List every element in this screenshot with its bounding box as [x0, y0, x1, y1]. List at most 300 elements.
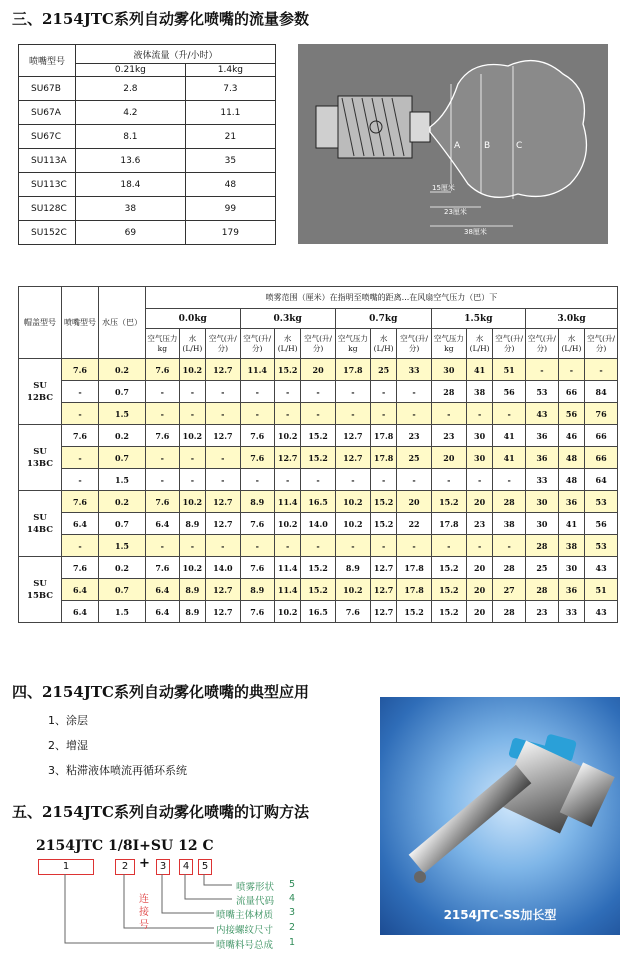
legend-item: 喷嘴料号总成 [216, 940, 274, 951]
spray-value-cell: - [146, 403, 180, 425]
spray-value-cell: 20 [466, 579, 492, 601]
spray-value-cell: 10.2 [274, 601, 300, 623]
water-pressure-cell: 0.2 [99, 359, 146, 381]
spray-value-cell: 15.2 [431, 579, 466, 601]
spray-row [19, 447, 618, 469]
spray-value-cell: - [397, 381, 431, 403]
spray-value-cell: 38 [466, 381, 492, 403]
spray-value-cell: 8.9 [240, 579, 274, 601]
spray-value-cell: - [146, 447, 180, 469]
spray-value-cell: 10.2 [335, 491, 370, 513]
legend-item: 内接螺纹尺寸 [216, 925, 274, 936]
spray-value-cell: 7.6 [146, 425, 180, 447]
flow-model-cell: SU67C [19, 125, 76, 149]
flow-value-cell: 11.1 [185, 101, 275, 125]
flow-col-flow: 液体流量（升/小时） [76, 45, 276, 64]
spray-row [19, 359, 618, 381]
spray-value-cell: 20 [466, 491, 492, 513]
spray-value-cell: - [274, 535, 300, 557]
water-pressure-cell: 0.2 [99, 557, 146, 579]
flow-value-cell: 35 [185, 149, 275, 173]
spray-value-cell: - [240, 381, 274, 403]
spray-value-cell: 30 [466, 447, 492, 469]
spray-col-pressure: 水压（巴） [99, 287, 146, 359]
spray-value-cell: 30 [558, 557, 584, 579]
spray-value-cell: 20 [431, 447, 466, 469]
spray-value-cell: 17.8 [397, 557, 431, 579]
flow-row [19, 149, 276, 173]
spray-value-cell: 51 [585, 579, 618, 601]
spray-value-cell: 12.7 [206, 491, 240, 513]
spray-value-cell: 15.2 [397, 601, 431, 623]
spray-value-cell: 15.2 [431, 557, 466, 579]
code-plus: + [139, 856, 150, 871]
spray-value-cell: 56 [493, 381, 526, 403]
flow-pressure-b: 1.4kg [185, 64, 275, 77]
spray-value-cell: 36 [558, 491, 584, 513]
flow-model-cell: SU113C [19, 173, 76, 197]
sub-column-header: 空气(升/分) [240, 329, 274, 359]
spray-value-cell: 10.2 [179, 425, 205, 447]
spray-span-header: 喷雾范围（厘米）在指明至喷嘴的距离...在风扇空气压力（巴）下 [146, 287, 618, 309]
spray-value-cell: - [146, 381, 180, 403]
flow-value-cell: 2.8 [76, 77, 186, 101]
spray-table [18, 286, 618, 623]
spray-value-cell: 12.7 [206, 359, 240, 381]
spray-value-cell: 10.2 [335, 513, 370, 535]
spray-value-cell: 28 [526, 579, 559, 601]
spray-value-cell: - [370, 535, 396, 557]
spray-value-cell: - [206, 447, 240, 469]
sub-column-header: 空气压力kg [431, 329, 466, 359]
sub-column-header: 水(L/H) [370, 329, 396, 359]
nozzle-tip-shape [410, 112, 430, 142]
spray-value-cell: 36 [558, 579, 584, 601]
spray-value-cell: - [240, 535, 274, 557]
spray-value-cell: 30 [526, 491, 559, 513]
legend-num: 3 [289, 907, 296, 918]
legend-item: 喷嘴主体材质 [216, 910, 274, 921]
spray-value-cell: 76 [585, 403, 618, 425]
spray-value-cell: 16.5 [301, 491, 335, 513]
spray-value-cell: 23 [397, 425, 431, 447]
spray-value-cell: 15.2 [301, 557, 335, 579]
order-code: 2154JTC 1/8I+SU 12 C [36, 838, 214, 854]
spray-value-cell: 8.9 [335, 557, 370, 579]
sub-column-header: 水(L/H) [466, 329, 492, 359]
spray-value-cell: 7.6 [146, 359, 180, 381]
spray-value-cell: 20 [466, 557, 492, 579]
sub-column-header: 空气(升/分) [493, 329, 526, 359]
spray-value-cell: 25 [526, 557, 559, 579]
spray-value-cell: - [179, 381, 205, 403]
spray-value-cell: 66 [585, 425, 618, 447]
spray-value-cell: - [431, 535, 466, 557]
product-photo [380, 697, 620, 935]
flow-pressure-a: 0.21kg [76, 64, 186, 77]
connector-label: 连接号 [139, 894, 149, 931]
spray-value-cell: 33 [397, 359, 431, 381]
water-pressure-cell: 0.7 [99, 447, 146, 469]
pressure-group-header: 0.7kg [335, 309, 431, 329]
legend-num: 4 [289, 893, 296, 904]
cap-model-cell: SU 14BC [19, 491, 62, 557]
spray-value-cell: 36 [526, 425, 559, 447]
nozzle-cell: - [62, 469, 99, 491]
spray-value-cell: - [274, 381, 300, 403]
spray-row [19, 491, 618, 513]
spray-value-cell: - [240, 403, 274, 425]
flow-row [19, 125, 276, 149]
spray-value-cell: 51 [493, 359, 526, 381]
spray-value-cell: 43 [585, 557, 618, 579]
spray-value-cell: 53 [585, 535, 618, 557]
flow-row [19, 101, 276, 125]
spray-value-cell: 7.6 [146, 491, 180, 513]
legend-num: 2 [289, 922, 296, 933]
spray-value-cell: - [301, 403, 335, 425]
flow-value-cell: 69 [76, 221, 186, 245]
spray-value-cell: - [335, 469, 370, 491]
spray-value-cell: 41 [558, 513, 584, 535]
spray-value-cell: 28 [526, 535, 559, 557]
spray-row [19, 403, 618, 425]
spray-value-cell: 15.2 [301, 447, 335, 469]
section3-title: 三、2154JTC系列自动雾化喷嘴的流量参数 [12, 10, 309, 28]
spray-value-cell: 15.2 [274, 359, 300, 381]
spray-value-cell: 11.4 [274, 557, 300, 579]
photo-caption: 2154JTC-SS加长型 [443, 908, 557, 922]
spray-value-cell: 7.6 [240, 425, 274, 447]
spray-value-cell: - [274, 469, 300, 491]
flow-value-cell: 179 [185, 221, 275, 245]
label-a: A [454, 141, 461, 151]
flow-value-cell: 4.2 [76, 101, 186, 125]
spray-value-cell: 6.4 [146, 513, 180, 535]
sub-column-header: 空气(升/分) [585, 329, 618, 359]
spray-row [19, 579, 618, 601]
spray-value-cell: 17.8 [397, 579, 431, 601]
pressure-group-header: 0.3kg [240, 309, 335, 329]
label-23cm: 23厘米 [444, 208, 467, 216]
spray-value-cell: 56 [585, 513, 618, 535]
spray-row [19, 425, 618, 447]
sub-column-header: 空气(升/分) [301, 329, 335, 359]
spray-value-cell: 25 [397, 447, 431, 469]
spray-value-cell: 28 [493, 601, 526, 623]
spray-value-cell: 12.7 [370, 601, 396, 623]
legend-item: 喷雾形状 [236, 882, 275, 893]
spray-value-cell: - [146, 469, 180, 491]
spray-value-cell: - [179, 469, 205, 491]
spray-value-cell: 17.8 [370, 447, 396, 469]
spray-value-cell: - [146, 535, 180, 557]
application-item: 3、粘滞液体喷流再循环系统 [48, 764, 187, 777]
water-pressure-cell: 0.7 [99, 579, 146, 601]
spray-value-cell: - [493, 535, 526, 557]
spray-value-cell: 43 [585, 601, 618, 623]
spray-value-cell: 66 [558, 381, 584, 403]
spray-value-cell: - [397, 403, 431, 425]
label-15cm: 15厘米 [432, 184, 455, 192]
code-box-5: 5 [198, 859, 212, 875]
spray-value-cell: 41 [493, 447, 526, 469]
spray-value-cell: - [206, 403, 240, 425]
nozzle-cell: 7.6 [62, 425, 99, 447]
water-pressure-cell: 1.5 [99, 601, 146, 623]
spray-value-cell: 12.7 [206, 425, 240, 447]
spray-value-cell: 6.4 [146, 601, 180, 623]
spray-value-cell: 22 [397, 513, 431, 535]
spray-value-cell: 33 [558, 601, 584, 623]
pressure-group-header: 1.5kg [431, 309, 525, 329]
pressure-group-header: 3.0kg [526, 309, 618, 329]
flow-model-cell: SU67A [19, 101, 76, 125]
cap-model-cell: SU 13BC [19, 425, 62, 491]
spray-value-cell: - [493, 403, 526, 425]
section4-title: 四、2154JTC系列自动雾化喷嘴的典型应用 [12, 683, 309, 701]
section5-title: 五、2154JTC系列自动雾化喷嘴的订购方法 [12, 803, 309, 821]
legend-item: 流量代码 [236, 896, 275, 907]
application-item: 2、增湿 [48, 739, 88, 752]
spray-value-cell: 36 [526, 447, 559, 469]
spray-value-cell: - [274, 403, 300, 425]
spray-value-cell: 38 [493, 513, 526, 535]
spray-value-cell: 84 [585, 381, 618, 403]
spray-value-cell: 30 [526, 513, 559, 535]
spray-outline [430, 61, 586, 198]
spray-value-cell: 7.6 [240, 557, 274, 579]
spray-value-cell: - [397, 469, 431, 491]
sub-column-header: 空气压力kg [335, 329, 370, 359]
spray-row [19, 557, 618, 579]
spray-value-cell: 12.7 [206, 579, 240, 601]
spray-value-cell: 7.6 [146, 557, 180, 579]
spray-value-cell: 11.4 [274, 491, 300, 513]
spray-value-cell: - [370, 469, 396, 491]
spray-value-cell: 12.7 [335, 425, 370, 447]
spray-row [19, 513, 618, 535]
spray-value-cell: - [466, 535, 492, 557]
spray-value-cell: 8.9 [179, 601, 205, 623]
spray-value-cell: 53 [526, 381, 559, 403]
spray-value-cell: 56 [558, 403, 584, 425]
code-box-2: 2 [115, 859, 135, 875]
spray-value-cell: - [179, 535, 205, 557]
spray-value-cell: - [179, 447, 205, 469]
spray-value-cell: 53 [585, 491, 618, 513]
water-pressure-cell: 0.7 [99, 381, 146, 403]
spray-value-cell: 64 [585, 469, 618, 491]
spray-value-cell: 12.7 [274, 447, 300, 469]
spray-value-cell: 48 [558, 447, 584, 469]
spray-value-cell: 23 [466, 513, 492, 535]
sub-column-header: 空气(升/分) [397, 329, 431, 359]
sub-column-header: 水(L/H) [558, 329, 584, 359]
cap-model-cell: SU 15BC [19, 557, 62, 623]
label-b: B [484, 141, 491, 151]
nozzle-cell: 6.4 [62, 513, 99, 535]
nozzle-cell: - [62, 447, 99, 469]
spray-value-cell: 15.2 [370, 491, 396, 513]
spray-value-cell: 10.2 [179, 359, 205, 381]
spray-value-cell: 11.4 [240, 359, 274, 381]
nozzle-cell: - [62, 381, 99, 403]
water-pressure-cell: 1.5 [99, 403, 146, 425]
pressure-group-header: 0.0kg [146, 309, 241, 329]
flow-model-cell: SU67B [19, 77, 76, 101]
spray-value-cell: 48 [558, 469, 584, 491]
spray-value-cell: 8.9 [179, 513, 205, 535]
spray-value-cell: 7.6 [240, 513, 274, 535]
legend-num: 5 [289, 879, 296, 890]
flow-row [19, 173, 276, 197]
spray-value-cell: 20 [397, 491, 431, 513]
nozzle-cell: - [62, 403, 99, 425]
water-pressure-cell: 0.2 [99, 491, 146, 513]
sub-column-header: 空气(升/分) [206, 329, 240, 359]
nozzle-cell: 6.4 [62, 601, 99, 623]
spray-value-cell: - [301, 381, 335, 403]
spray-value-cell: 23 [431, 425, 466, 447]
water-pressure-cell: 0.2 [99, 425, 146, 447]
spray-row [19, 469, 618, 491]
flow-value-cell: 7.3 [185, 77, 275, 101]
spray-value-cell: - [370, 403, 396, 425]
spray-value-cell: 12.7 [370, 557, 396, 579]
spray-row [19, 601, 618, 623]
spray-value-cell: - [558, 359, 584, 381]
spray-value-cell: 8.9 [240, 491, 274, 513]
flow-row [19, 197, 276, 221]
flow-row [19, 221, 276, 245]
spray-value-cell: 10.2 [274, 425, 300, 447]
flow-value-cell: 21 [185, 125, 275, 149]
label-c: C [516, 141, 523, 151]
sub-column-header: 空气压力kg [146, 329, 180, 359]
flow-value-cell: 38 [76, 197, 186, 221]
code-box-4: 4 [179, 859, 193, 875]
spray-value-cell: 7.6 [240, 601, 274, 623]
spray-value-cell: - [431, 469, 466, 491]
spray-value-cell: - [206, 469, 240, 491]
spray-value-cell: - [397, 535, 431, 557]
spray-value-cell: 25 [370, 359, 396, 381]
flow-model-cell: SU128C [19, 197, 76, 221]
spray-value-cell: 16.5 [301, 601, 335, 623]
spray-value-cell: 15.2 [301, 579, 335, 601]
spray-value-cell: 46 [558, 425, 584, 447]
sub-column-header: 水(L/H) [274, 329, 300, 359]
spray-value-cell: - [466, 403, 492, 425]
spray-value-cell: - [179, 403, 205, 425]
flow-value-cell: 13.6 [76, 149, 186, 173]
spray-diagram-svg [298, 44, 608, 244]
sub-column-header: 空气(升/分) [526, 329, 559, 359]
spray-value-cell: 28 [431, 381, 466, 403]
nozzle-knurl-shape [338, 96, 412, 158]
flow-value-cell: 48 [185, 173, 275, 197]
spray-value-cell: 12.7 [206, 513, 240, 535]
spray-value-cell: 7.6 [240, 447, 274, 469]
spray-value-cell: 10.2 [335, 579, 370, 601]
nozzle-cell: 7.6 [62, 359, 99, 381]
nozzle-cell: 6.4 [62, 579, 99, 601]
spray-value-cell: 10.2 [179, 491, 205, 513]
legend-num: 1 [289, 937, 296, 948]
spray-value-cell: - [466, 469, 492, 491]
spray-value-cell: 17.8 [431, 513, 466, 535]
spray-value-cell: 12.7 [370, 579, 396, 601]
flow-value-cell: 8.1 [76, 125, 186, 149]
spray-value-cell: - [335, 381, 370, 403]
spray-value-cell: - [206, 381, 240, 403]
spray-value-cell: 28 [493, 491, 526, 513]
spray-row [19, 381, 618, 403]
spray-value-cell: 14.0 [206, 557, 240, 579]
spray-value-cell: 17.8 [335, 359, 370, 381]
spray-value-cell: 20 [466, 601, 492, 623]
sub-column-header: 水(L/H) [179, 329, 205, 359]
nozzle-cell: 7.6 [62, 491, 99, 513]
label-38cm: 38厘米 [464, 228, 487, 236]
nozzle-cell: 7.6 [62, 557, 99, 579]
spray-value-cell: - [301, 535, 335, 557]
flow-value-cell: 99 [185, 197, 275, 221]
code-box-3: 3 [156, 859, 170, 875]
spray-value-cell: 6.4 [146, 579, 180, 601]
spray-value-cell: - [370, 381, 396, 403]
spray-value-cell: 27 [493, 579, 526, 601]
flow-value-cell: 18.4 [76, 173, 186, 197]
spray-value-cell: 15.2 [301, 425, 335, 447]
spray-value-cell: 30 [431, 359, 466, 381]
spray-value-cell: - [585, 359, 618, 381]
spray-value-cell: - [431, 403, 466, 425]
spray-value-cell: 33 [526, 469, 559, 491]
spray-value-cell: 14.0 [301, 513, 335, 535]
spray-value-cell: - [301, 469, 335, 491]
spray-value-cell: 11.4 [274, 579, 300, 601]
spray-value-cell: 41 [466, 359, 492, 381]
spray-value-cell: - [526, 359, 559, 381]
spray-value-cell: - [240, 469, 274, 491]
spray-col-cap: 帽盖型号 [19, 287, 62, 359]
water-pressure-cell: 1.5 [99, 535, 146, 557]
spray-col-nozzle: 喷嘴型号 [62, 287, 99, 359]
code-box-1: 1 [38, 859, 94, 875]
spray-value-cell: 43 [526, 403, 559, 425]
flow-row [19, 77, 276, 101]
spray-value-cell: 7.6 [335, 601, 370, 623]
spray-value-cell: 41 [493, 425, 526, 447]
spray-value-cell: 10.2 [274, 513, 300, 535]
spray-value-cell: 10.2 [179, 557, 205, 579]
water-pressure-cell: 1.5 [99, 469, 146, 491]
water-pressure-cell: 0.7 [99, 513, 146, 535]
flow-model-cell: SU113A [19, 149, 76, 173]
application-item: 1、涂层 [48, 714, 88, 727]
spray-value-cell: 20 [301, 359, 335, 381]
spray-value-cell: 12.7 [335, 447, 370, 469]
nozzle-cell: - [62, 535, 99, 557]
spray-value-cell: 38 [558, 535, 584, 557]
cap-model-cell: SU 12BC [19, 359, 62, 425]
flow-model-cell: SU152C [19, 221, 76, 245]
flow-table [18, 44, 276, 245]
flow-col-nozzle: 喷嘴型号 [19, 45, 76, 77]
product-nozzle-illustration [380, 697, 620, 935]
